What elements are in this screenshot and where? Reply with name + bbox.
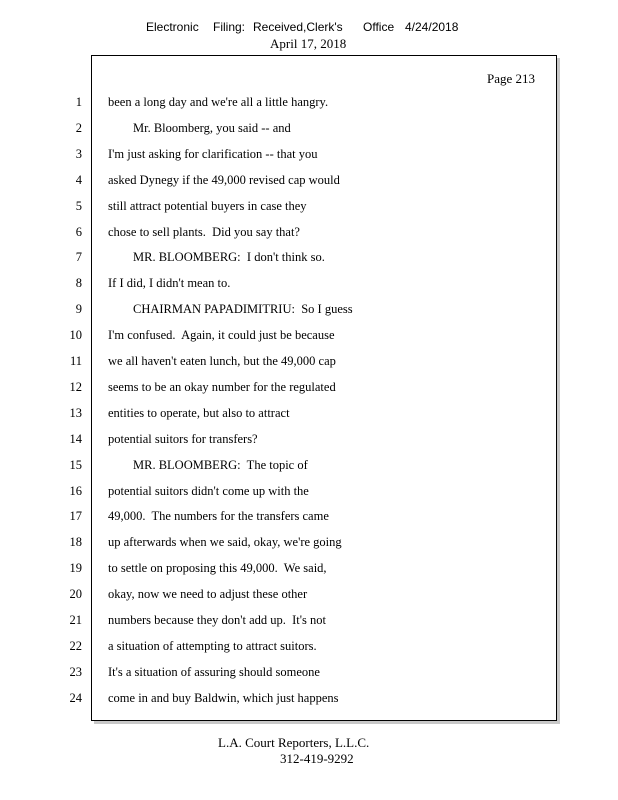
stamp-office: Office xyxy=(363,20,395,34)
line-number: 5 xyxy=(75,199,82,213)
line-text: come in and buy Baldwin, which just happens xyxy=(108,691,339,705)
line-number: 3 xyxy=(75,147,82,161)
line-text: Mr. Bloomberg, you said -- and xyxy=(108,121,291,135)
line-number: 4 xyxy=(75,173,82,187)
line-text: a situation of attempting to attract suitors. xyxy=(108,639,317,653)
line-text: I'm confused. Again, it could just be because xyxy=(108,328,335,342)
line-text: to settle on proposing this 49,000. We said, xyxy=(108,561,327,575)
line-text: okay, now we need to adjust these other xyxy=(108,587,308,601)
line-number: 19 xyxy=(69,561,82,575)
transcript-date: April 17, 2018 xyxy=(270,36,347,51)
line-number: 13 xyxy=(69,406,82,420)
footer-phone: 312-419-9292 xyxy=(280,751,354,766)
line-text: If I did, I didn't mean to. xyxy=(108,276,231,290)
line-number: 17 xyxy=(69,509,82,523)
line-text: been a long day and we're all a little hangry. xyxy=(108,95,329,109)
line-text: MR. BLOOMBERG: I don't think so. xyxy=(108,250,325,264)
line-number: 21 xyxy=(69,613,82,627)
line-text: CHAIRMAN PAPADIMITRIU: So I guess xyxy=(108,302,353,316)
line-number: 23 xyxy=(69,665,82,679)
footer-company: L.A. Court Reporters, L.L.C. xyxy=(218,735,370,750)
line-number: 10 xyxy=(69,328,82,342)
line-text: entities to operate, but also to attract xyxy=(108,406,290,420)
line-text: chose to sell plants. Did you say that? xyxy=(108,225,300,239)
line-text: numbers because they don't add up. It's not xyxy=(108,613,326,627)
line-number: 18 xyxy=(69,535,82,549)
line-text: I'm just asking for clarification -- that you xyxy=(108,147,318,161)
line-number: 15 xyxy=(69,458,82,472)
page-number: Page 213 xyxy=(487,71,536,86)
stamp-received: Received,Clerk's xyxy=(253,20,343,34)
line-text: asked Dynegy if the 49,000 revised cap would xyxy=(108,173,340,187)
line-number: 22 xyxy=(69,639,82,653)
line-text: MR. BLOOMBERG: The topic of xyxy=(108,458,308,472)
line-text: potential suitors didn't come up with the xyxy=(108,484,309,498)
line-number: 2 xyxy=(75,121,82,135)
line-number: 9 xyxy=(75,302,82,316)
line-text: 49,000. The numbers for the transfers came xyxy=(108,509,329,523)
filing-stamp xyxy=(0,20,618,36)
line-number: 14 xyxy=(69,432,82,446)
line-number: 12 xyxy=(69,380,82,394)
line-number: 1 xyxy=(75,95,82,109)
line-text: up afterwards when we said, okay, we're going xyxy=(108,535,342,549)
line-number: 16 xyxy=(69,484,82,498)
line-number: 24 xyxy=(69,691,82,705)
line-number: 6 xyxy=(75,225,82,239)
line-number: 8 xyxy=(75,276,82,290)
stamp-filing: Filing: xyxy=(213,20,246,34)
line-number: 11 xyxy=(69,354,82,368)
line-text: still attract potential buyers in case they xyxy=(108,199,307,213)
stamp-electronic: Electronic xyxy=(146,20,199,34)
line-text: potential suitors for transfers? xyxy=(108,432,258,446)
line-text: we all haven't eaten lunch, but the 49,000 cap xyxy=(108,354,336,368)
stamp-date: 4/24/2018 xyxy=(405,20,459,34)
line-number: 20 xyxy=(69,587,82,601)
line-text: It's a situation of assuring should someone xyxy=(108,665,320,679)
line-text: seems to be an okay number for the regulated xyxy=(108,380,336,394)
line-number: 7 xyxy=(75,250,82,264)
